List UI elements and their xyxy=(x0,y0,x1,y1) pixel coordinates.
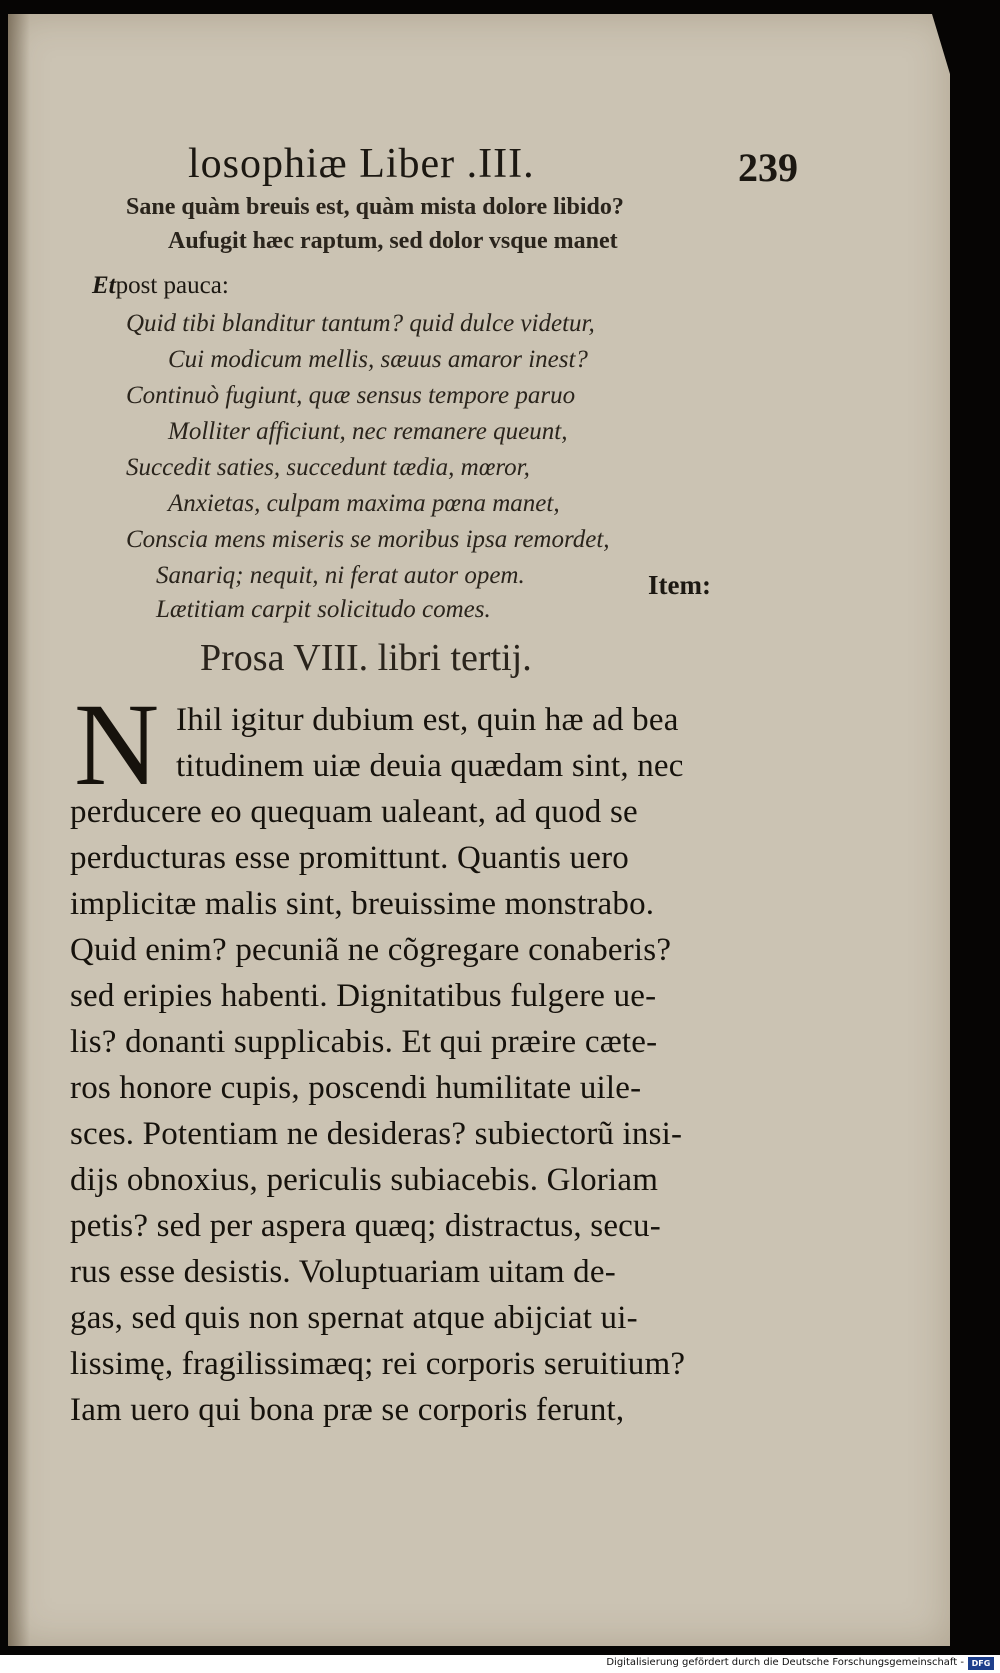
prose-line: rus esse desistis. Voluptuariam uitam de- xyxy=(70,1254,616,1290)
prose-line: Quid enim? pecuniã ne cõgregare conaberis? xyxy=(70,932,672,968)
prose-line: dijs obnoxius, periculis subiacebis. Gloriam xyxy=(70,1162,659,1198)
prose-line: Ihil igitur dubium est, quin hæ ad bea xyxy=(176,702,679,738)
prose-heading: Prosa VIII. libri tertij. xyxy=(200,637,532,679)
prose-line: lissimę, fragilissimæq; rei corporis seruitium? xyxy=(70,1346,686,1382)
prose-line: gas, sed quis non spernat atque abijciat ui- xyxy=(70,1300,638,1336)
prose-line: implicitæ malis sint, breuissime monstrabo. xyxy=(70,886,655,922)
prose-line: titudinem uiæ deuia quædam sint, nec xyxy=(176,748,684,784)
footer-credit: Digitalisierung gefördert durch die Deutsche Forschungsgemeinschaft - xyxy=(606,1657,964,1668)
prose-line: perducere eo quequam ualeant, ad quod se xyxy=(70,794,638,830)
intro-mark: Et xyxy=(92,272,116,299)
verse-line: Continuò fugiunt, quæ sensus tempore paruo xyxy=(126,382,576,409)
prose-line: lis? donanti supplicabis. Et qui præire cæte- xyxy=(70,1024,658,1060)
verse-line: Succedit saties, succedunt tædia, mœror, xyxy=(126,454,530,481)
page-header xyxy=(8,140,950,200)
verse-line: Quid tibi blanditur tantum? quid dulce videtur, xyxy=(126,310,595,337)
verse-line: Aufugit hæc raptum, sed dolor vsque manet xyxy=(168,228,618,254)
prose-line: sed eripies habenti. Dignitatibus fulgere ue- xyxy=(70,978,657,1014)
drop-cap: N xyxy=(74,679,160,810)
verse-line: Lætitiam carpit solicitudo comes. xyxy=(156,596,491,623)
verse-line: Sanariq; nequit, ni ferat autor opem. xyxy=(156,562,525,589)
intro-text: post pauca: xyxy=(115,272,229,299)
verse-line: Sane quàm breuis est, quàm mista dolore libido? xyxy=(126,194,624,220)
prose-line: Iam uero qui bona præ se corporis ferunt, xyxy=(70,1392,625,1428)
prose-line: ros honore cupis, poscendi humilitate uile- xyxy=(70,1070,642,1106)
verse-line: Conscia mens miseris se moribus ipsa remordet, xyxy=(126,526,610,553)
book-page xyxy=(8,14,950,1646)
torn-corner xyxy=(932,14,950,74)
prose-line: petis? sed per aspera quæq; distractus, secu- xyxy=(70,1208,661,1244)
dfg-logo: DFG xyxy=(968,1657,994,1670)
verse-line: Cui modicum mellis, sæuus amaror inest? xyxy=(168,346,588,373)
page-gutter-shadow xyxy=(8,14,30,1646)
prose-line: sces. Potentiam ne desideras? subiectorũ insi- xyxy=(70,1116,683,1152)
item-label: Item: xyxy=(648,570,711,600)
prose-line: perducturas esse promittunt. Quantis uero xyxy=(70,840,629,876)
page-number: 239 xyxy=(738,145,798,190)
verse-line: Anxietas, culpam maxima pœna manet, xyxy=(168,490,560,517)
intro-line xyxy=(92,272,229,300)
verse-line: Molliter afficiunt, nec remanere queunt, xyxy=(168,418,568,445)
digitization-footer xyxy=(0,1655,1000,1673)
running-title: losophiæ Liber .III. xyxy=(188,141,535,187)
